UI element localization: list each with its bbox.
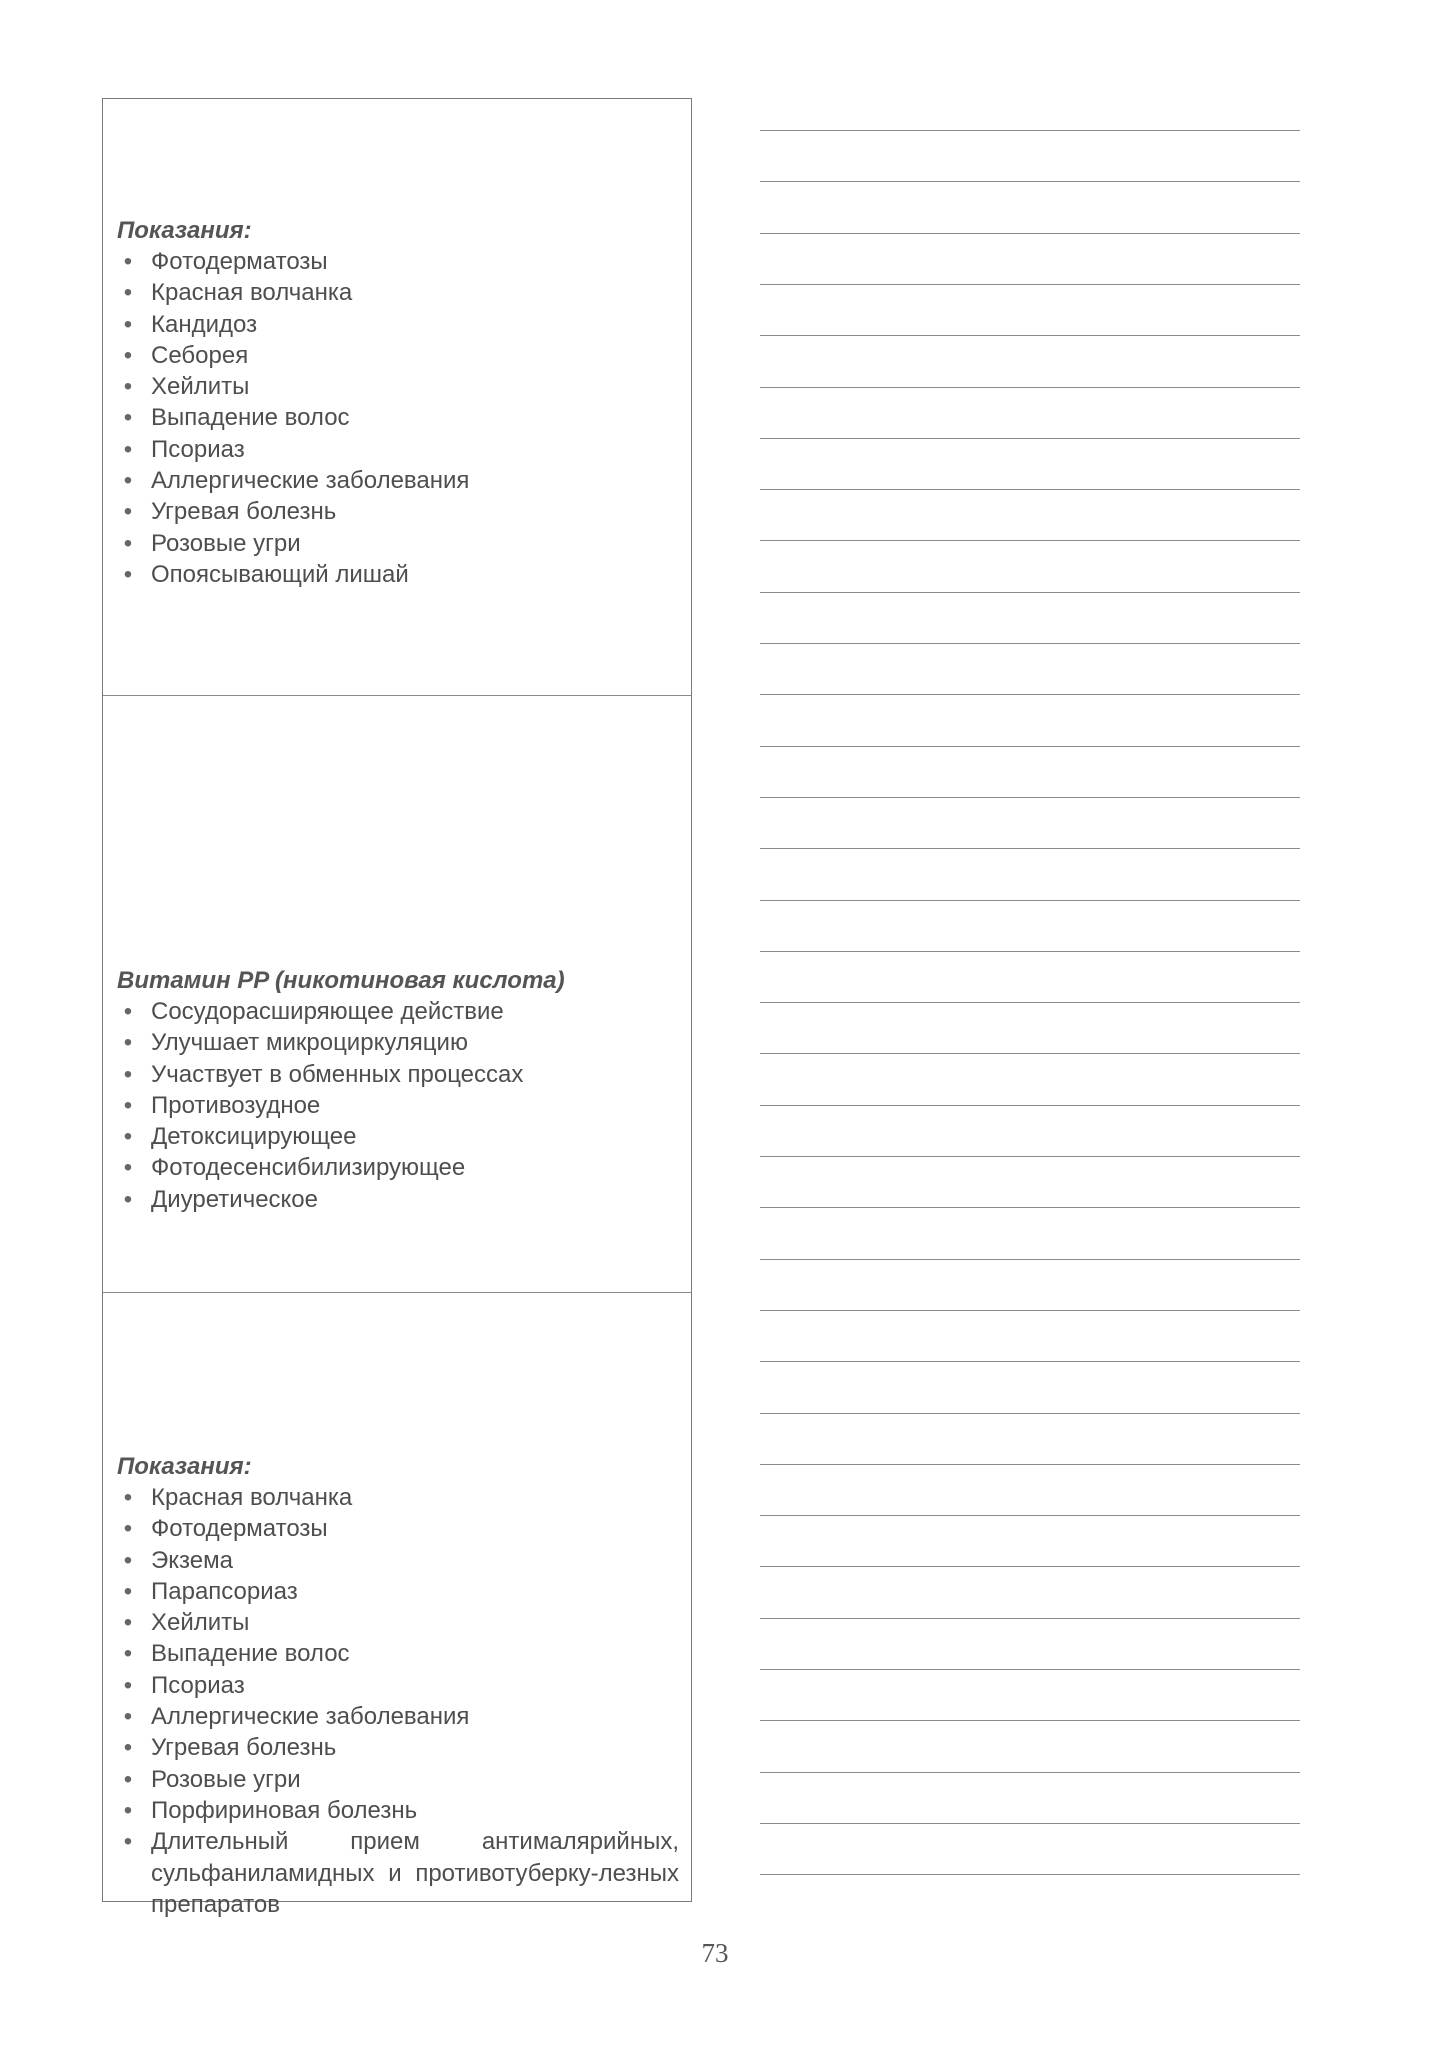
bullet-list: [117, 246, 679, 590]
ruled-line: [760, 1515, 1300, 1516]
list-item: [117, 246, 679, 277]
ruled-line: [760, 900, 1300, 901]
ruled-line: [760, 643, 1300, 644]
list-item: [117, 496, 679, 527]
ruled-line: [760, 1720, 1300, 1721]
list-item: [117, 340, 679, 371]
bullet-icon: •: [123, 435, 133, 463]
bullet-list: [117, 996, 679, 1215]
ruled-line: [760, 1413, 1300, 1414]
list-item: [117, 1732, 679, 1763]
ruled-line: [760, 540, 1300, 541]
list-item: [117, 1826, 679, 1920]
list-item: [117, 277, 679, 308]
bullet-icon: •: [123, 1123, 133, 1151]
bullet-icon: •: [123, 1765, 133, 1793]
bullet-icon: •: [123, 404, 133, 432]
bullet-icon: •: [123, 248, 133, 275]
ruled-line: [760, 181, 1300, 182]
bullet-icon: •: [123, 1154, 133, 1182]
list-item-text: Опоясывающий лишай: [151, 560, 409, 588]
list-item-text: Длительный прием антималярийных, сульфаниламидных и противотуберку-лезных препаратов: [151, 1828, 679, 1918]
ruled-line: [760, 489, 1300, 490]
ruled-line: [760, 694, 1300, 695]
list-item-text: Псориаз: [151, 435, 245, 463]
list-item: [117, 402, 679, 433]
list-item: [117, 1121, 679, 1152]
list-item-text: Сосудорасширяющее действие: [151, 998, 504, 1025]
bullet-icon: •: [123, 998, 133, 1025]
list-item: [117, 1545, 679, 1576]
bullet-icon: •: [123, 1796, 133, 1824]
list-item: [117, 559, 679, 590]
indications-box-1: [103, 99, 691, 696]
list-item: [117, 1027, 679, 1058]
list-item-text: Фотодесенсибилизирующее: [151, 1154, 466, 1182]
ruled-line: [760, 592, 1300, 593]
list-item-text: Кандидоз: [151, 310, 258, 338]
bullet-icon: •: [123, 498, 133, 526]
section-heading: Показания:: [117, 217, 252, 244]
bullet-icon: •: [123, 1546, 133, 1574]
bullet-icon: •: [123, 1671, 133, 1699]
ruled-note-lines: [760, 0, 1300, 2050]
ruled-line: [760, 1361, 1300, 1362]
vitamin-pp-box: [103, 696, 691, 1293]
list-item-text: Красная волчанка: [151, 279, 353, 307]
list-item-text: Участвует в обменных процессах: [151, 1060, 524, 1088]
section-content: [117, 1452, 679, 1920]
section-heading: Показания:: [117, 1453, 252, 1480]
indications-box-2: [103, 1293, 691, 1918]
bullet-icon: •: [123, 1828, 133, 1856]
bullet-icon: •: [123, 310, 133, 338]
bullet-icon: •: [123, 279, 133, 307]
bullet-icon: •: [123, 373, 133, 401]
list-item-text: Парапсориаз: [151, 1577, 298, 1605]
ruled-line: [760, 1259, 1300, 1260]
bullet-icon: •: [123, 1060, 133, 1088]
bullet-icon: •: [123, 467, 133, 495]
bullet-icon: •: [123, 1640, 133, 1668]
ruled-line: [760, 1207, 1300, 1208]
ruled-line: [760, 951, 1300, 952]
bullet-list: [117, 1482, 679, 1920]
list-item: [117, 1090, 679, 1121]
bullet-icon: •: [123, 1029, 133, 1057]
ruled-line: [760, 1464, 1300, 1465]
ruled-line: [760, 1618, 1300, 1619]
list-item: [117, 996, 679, 1027]
ruled-line: [760, 1156, 1300, 1157]
bullet-icon: •: [123, 1577, 133, 1605]
list-item: [117, 465, 679, 496]
list-item-text: Хейлиты: [151, 1609, 250, 1637]
list-item-text: Фотодерматозы: [151, 248, 328, 275]
list-item: [117, 1482, 679, 1513]
list-item-text: Диуретическое: [151, 1185, 319, 1213]
ruled-line: [760, 1002, 1300, 1003]
list-item: [117, 1670, 679, 1701]
list-item-text: Розовые угри: [151, 529, 301, 557]
bullet-icon: •: [123, 1185, 133, 1213]
ruled-line: [760, 848, 1300, 849]
bullet-icon: •: [123, 1734, 133, 1762]
section-content: [117, 216, 679, 590]
ruled-line: [760, 335, 1300, 336]
list-item: [117, 1764, 679, 1795]
ruled-line: [760, 1874, 1300, 1875]
list-item-text: Угревая болезнь: [151, 498, 337, 526]
list-item: [117, 1513, 679, 1544]
list-item: [117, 1576, 679, 1607]
list-item-text: Себорея: [151, 341, 249, 369]
bullet-icon: •: [123, 1091, 133, 1119]
list-item-text: Аллергические заболевания: [151, 1703, 470, 1731]
list-item-text: Выпадение волос: [151, 1640, 350, 1668]
ruled-line: [760, 1772, 1300, 1773]
list-item-text: Псориаз: [151, 1671, 245, 1699]
list-item-text: Аллергические заболевания: [151, 467, 470, 495]
list-item-text: Экзема: [151, 1546, 233, 1574]
ruled-line: [760, 1823, 1300, 1824]
list-item: [117, 371, 679, 402]
ruled-line: [760, 797, 1300, 798]
ruled-line: [760, 1105, 1300, 1106]
ruled-line: [760, 1669, 1300, 1670]
section-heading: Витамин PP (никотиновая кислота): [117, 967, 565, 994]
bullet-icon: •: [123, 341, 133, 369]
ruled-line: [760, 746, 1300, 747]
bullet-icon: •: [123, 529, 133, 557]
notes-frame: [102, 98, 692, 1918]
list-item: [117, 1607, 679, 1638]
list-item: [117, 1152, 679, 1183]
ruled-line: [760, 130, 1300, 131]
bullet-icon: •: [123, 560, 133, 588]
ruled-line: [760, 438, 1300, 439]
ruled-line: [760, 233, 1300, 234]
list-item: [117, 434, 679, 465]
list-item-text: Фотодерматозы: [151, 1515, 328, 1543]
bullet-icon: •: [123, 1609, 133, 1637]
list-item-text: Хейлиты: [151, 373, 250, 401]
section-content: [117, 966, 679, 1215]
list-item-text: Детоксицирующее: [151, 1123, 357, 1151]
ruled-line: [760, 284, 1300, 285]
list-item-text: Красная волчанка: [151, 1484, 353, 1511]
list-item-text: Угревая болезнь: [151, 1734, 337, 1762]
ruled-line: [760, 1053, 1300, 1054]
list-item: [117, 1795, 679, 1826]
bullet-icon: •: [123, 1484, 133, 1511]
list-item-text: Противозудное: [151, 1091, 321, 1119]
ruled-line: [760, 1310, 1300, 1311]
list-item-text: Порфириновая болезнь: [151, 1796, 418, 1824]
bullet-icon: •: [123, 1515, 133, 1543]
bullet-icon: •: [123, 1703, 133, 1731]
ruled-line: [760, 1566, 1300, 1567]
list-item-text: Розовые угри: [151, 1765, 301, 1793]
list-item: [117, 1638, 679, 1669]
list-item-text: Улучшает микроциркуляцию: [151, 1029, 468, 1057]
list-item: [117, 1059, 679, 1090]
ruled-line: [760, 387, 1300, 388]
list-item: [117, 528, 679, 559]
list-item: [117, 1701, 679, 1732]
page-number: 73: [701, 1938, 729, 1968]
list-item: [117, 309, 679, 340]
list-item: [117, 1184, 679, 1215]
list-item-text: Выпадение волос: [151, 404, 350, 432]
